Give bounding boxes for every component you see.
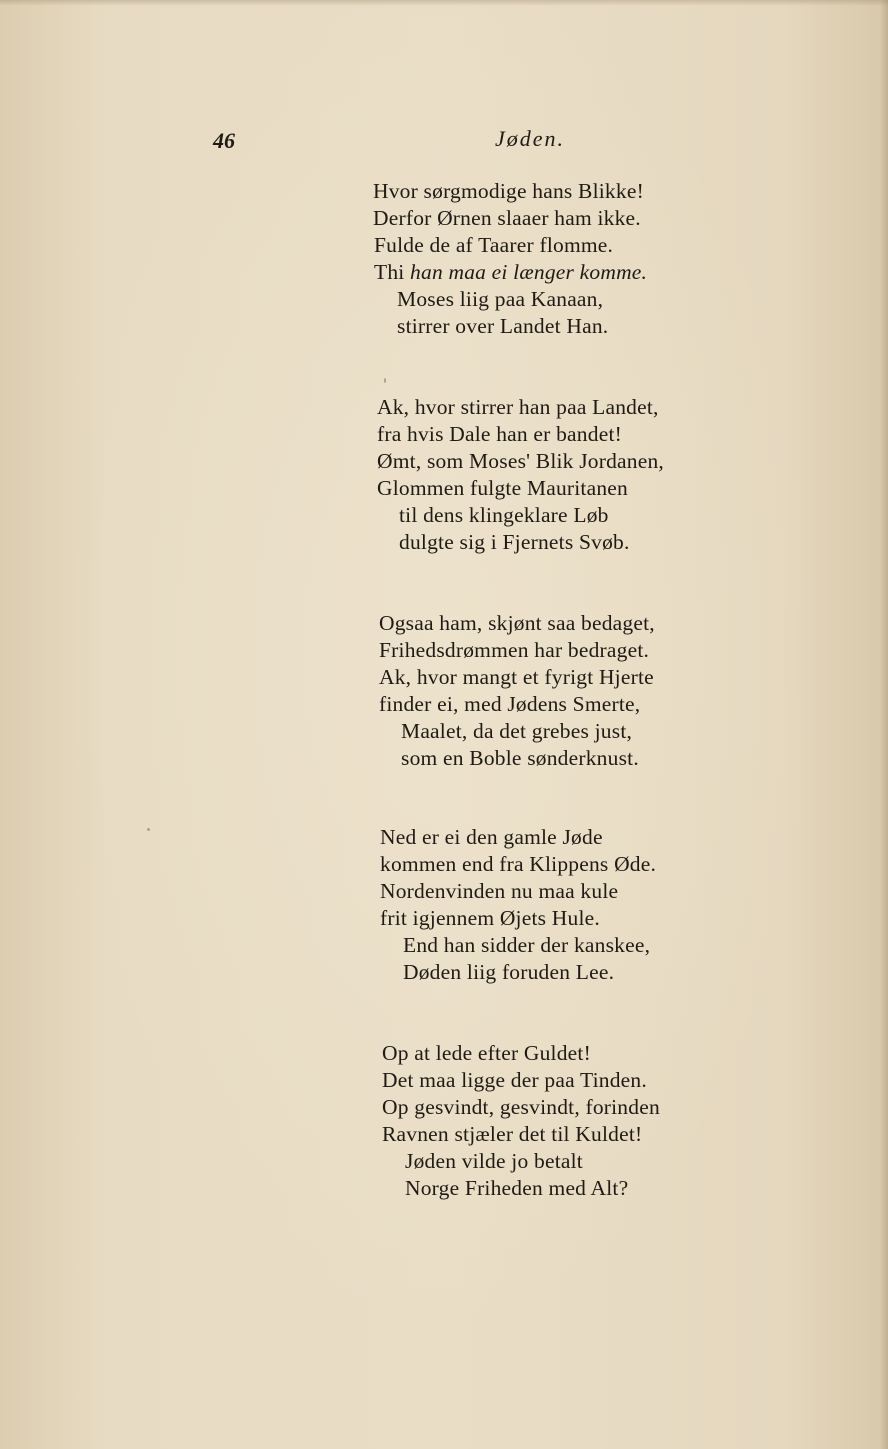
poem-line: Op gesvindt, gesvindt, forinden [382, 1095, 660, 1119]
poem-line: Thi han maa ei længer komme. [374, 260, 648, 284]
page-edge-right [880, 0, 888, 1449]
poem-line: Norge Friheden med Alt? [405, 1176, 629, 1200]
poem-line: Moses liig paa Kanaan, [397, 287, 604, 311]
poem-line: dulgte sig i Fjernets Svøb. [399, 530, 630, 554]
poem-line: stirrer over Landet Han. [397, 314, 609, 338]
poem-line: fra hvis Dale han er bandet! [377, 422, 622, 446]
poem-line: Ned er ei den gamle Jøde [380, 825, 603, 849]
poem-line: Frihedsdrømmen har bedraget. [379, 638, 650, 662]
poem-line: til dens klingeklare Løb [399, 503, 609, 527]
poem-line: Ogsaa ham, skjønt saa bedaget, [379, 611, 655, 635]
poem-line: Ak, hvor mangt et fyrigt Hjerte [379, 665, 654, 689]
poem-line: Glommen fulgte Mauritanen [377, 476, 628, 500]
poem-line: Nordenvinden nu maa kule [380, 879, 619, 903]
poem-line: Hvor sørgmodige hans Blikke! [373, 179, 644, 203]
poem-line: Fulde de af Taarer flomme. [374, 233, 614, 257]
poem-line: Ravnen stjæler det til Kuldet! [382, 1122, 643, 1146]
page-edge-top [0, 0, 888, 6]
poem-line: Jøden vilde jo betalt [405, 1149, 583, 1173]
poem-line: Det maa ligge der paa Tinden. [382, 1068, 647, 1092]
poem-line: Op at lede efter Guldet! [382, 1041, 591, 1065]
poem-line: som en Boble sønderknust. [401, 746, 639, 770]
poem-line: kommen end fra Klippens Øde. [380, 852, 657, 876]
poem-line: Maalet, da det grebes just, [401, 719, 633, 743]
paper-speck [147, 828, 150, 831]
running-head-title: Jøden. [495, 126, 566, 151]
poem-line: frit igjennem Øjets Hule. [380, 906, 600, 930]
poem-line: finder ei, med Jødens Smerte, [379, 692, 641, 716]
poem-line: End han sidder der kanskee, [403, 933, 651, 957]
poem-line: Ømt, som Moses' Blik Jordanen, [377, 449, 664, 473]
poem-line: Ak, hvor stirrer han paa Landet, [377, 395, 659, 419]
page-number: 46 [213, 128, 235, 153]
paper-speck [384, 378, 386, 383]
poem-line: Derfor Ørnen slaaer ham ikke. [373, 206, 641, 230]
poem-line: Døden liig foruden Lee. [403, 960, 615, 984]
